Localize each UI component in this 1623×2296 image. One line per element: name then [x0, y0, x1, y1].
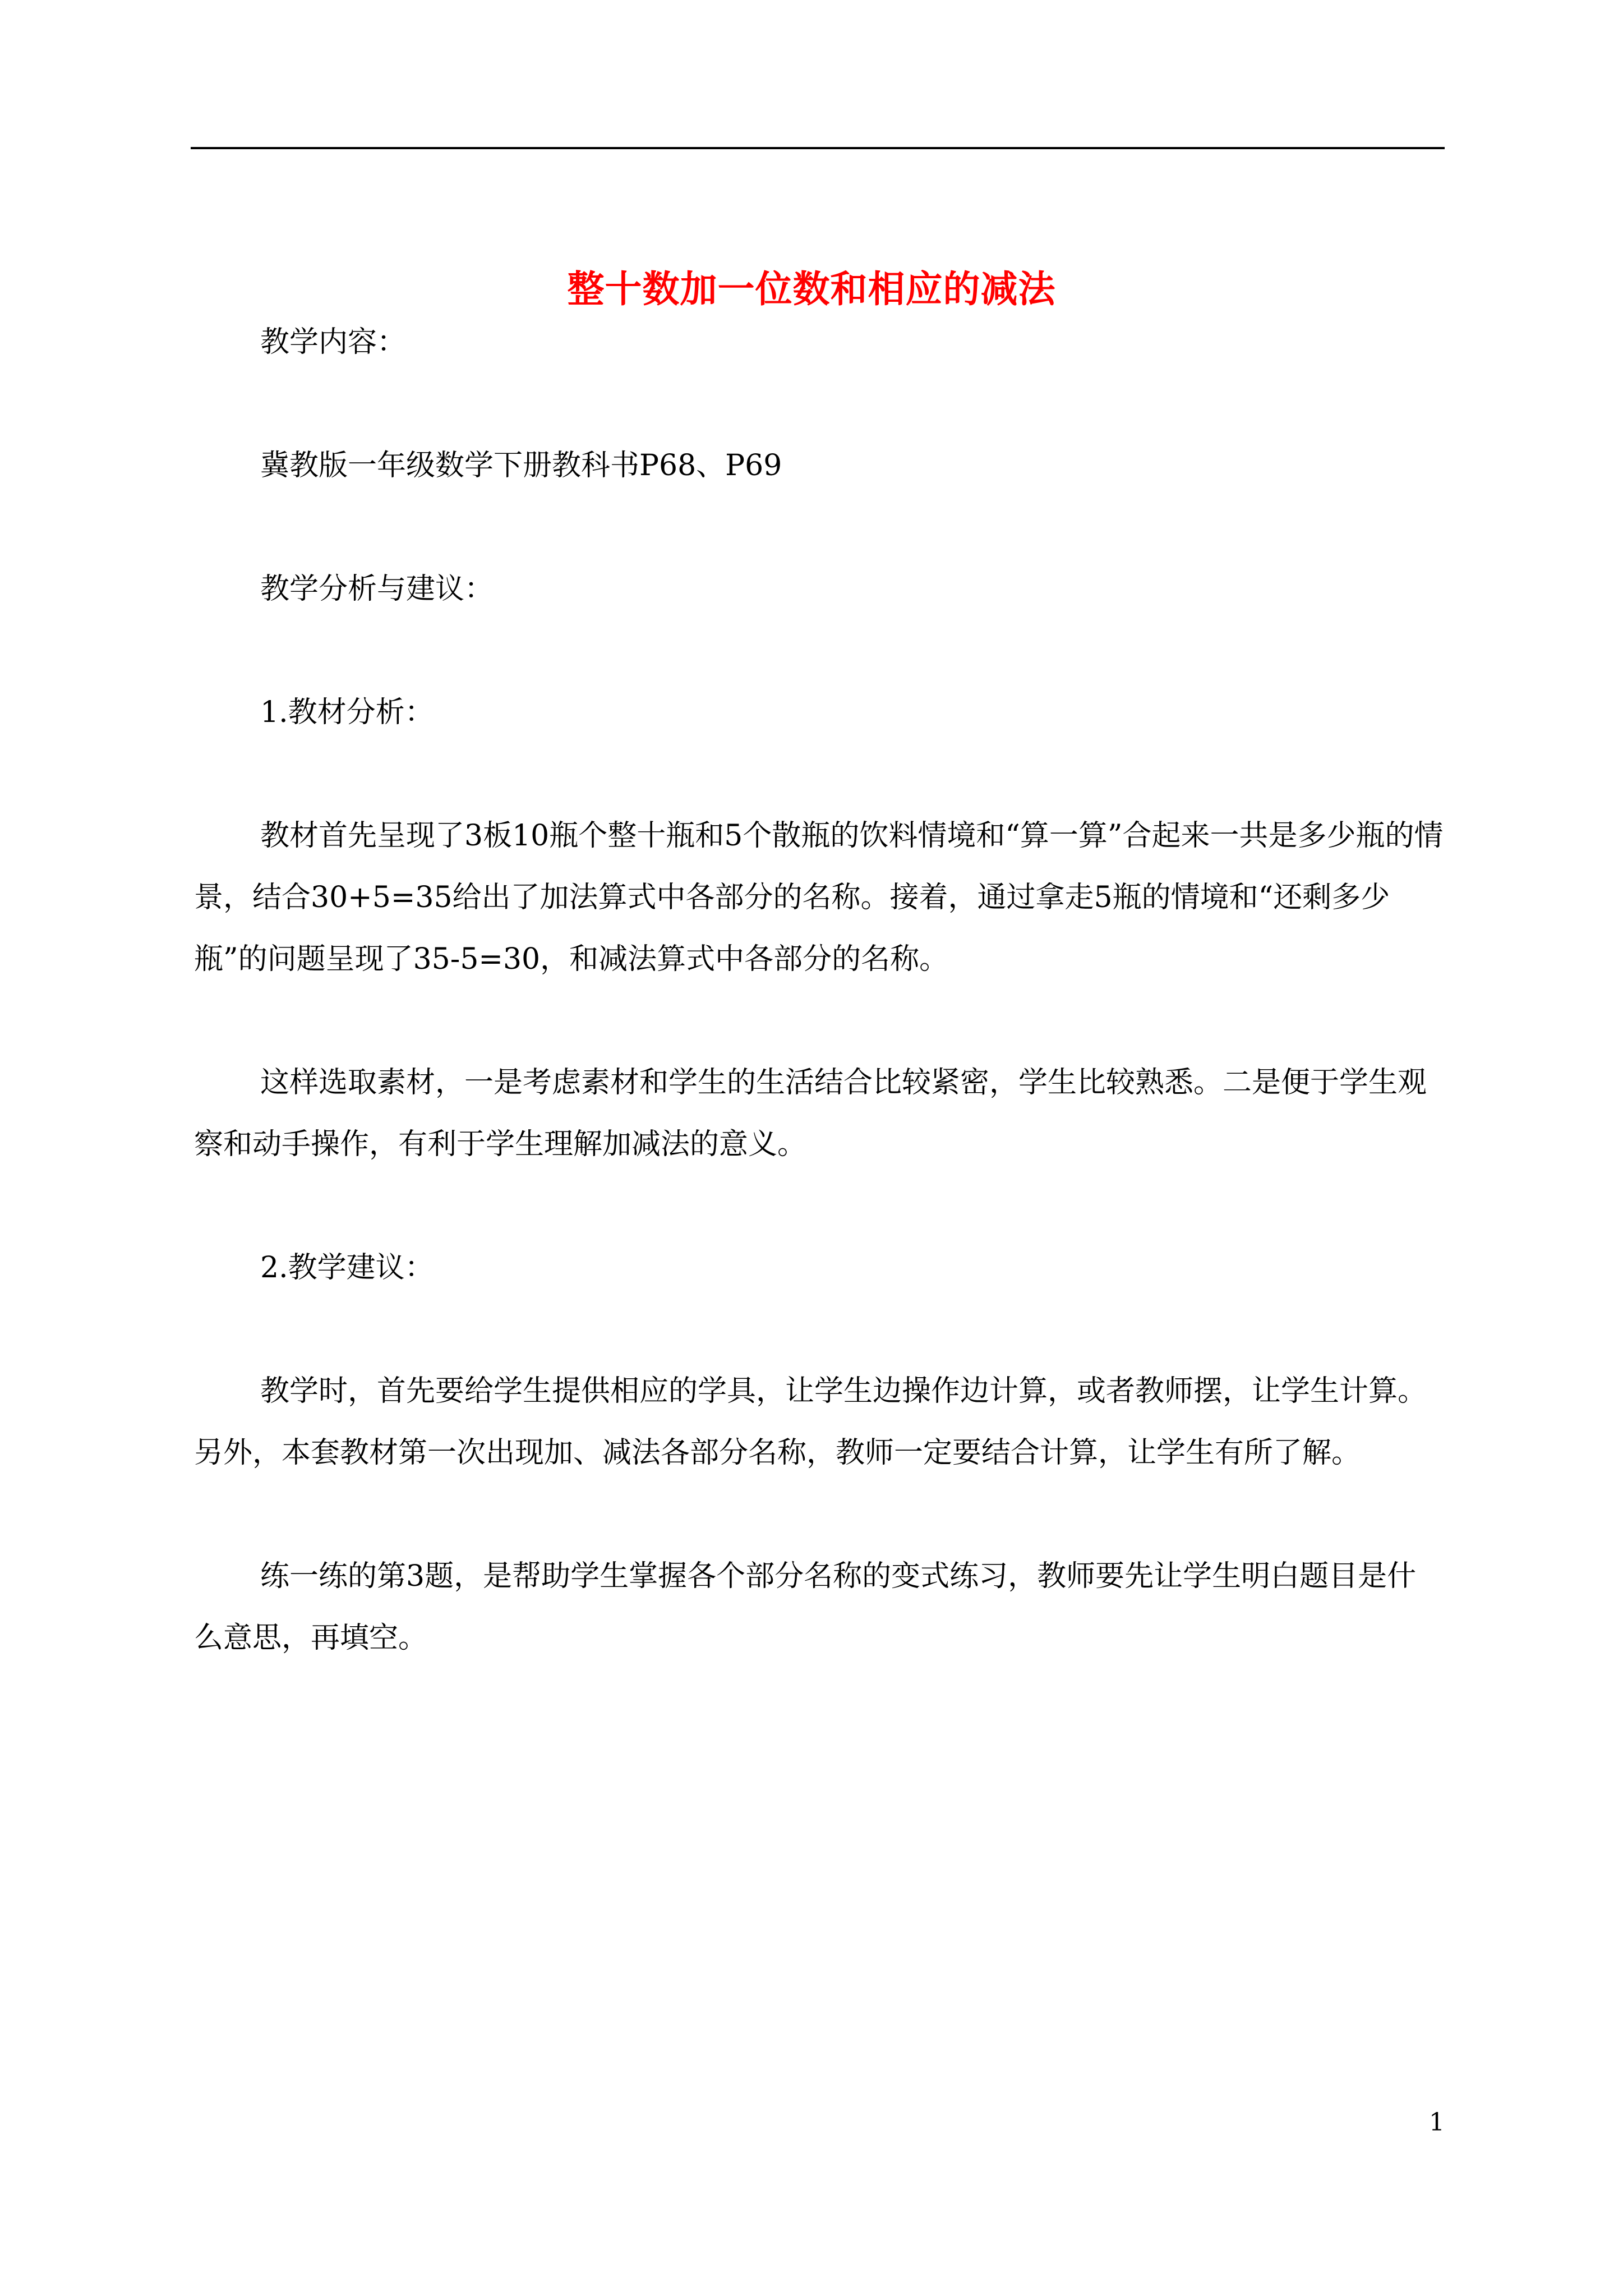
section-label-analysis: 教学分析与建议：: [260, 572, 494, 606]
paragraph-material-description: 教材首先呈现了3板10瓶个整十瓶和5个散瓶的饮料情境和“算一算”合起来一共是多少瓶的情景，结合30+5=35给出了加法算式中各部分的名称。接着，通过拿走5瓶的情境和“还剩多少瓶”的问题呈现了35-5=30，和减法算式中各部分的名称。: [194, 819, 1444, 976]
subsection-teaching-suggestions: 2.教学建议：: [260, 1251, 434, 1285]
paragraph-practice-note: 练一练的第3题，是帮助学生掌握各个部分名称的变式练习，教师要先让学生明白题目是什么意思，再填空。: [194, 1559, 1417, 1655]
document-body: [194, 311, 1445, 1731]
textbook-reference: 冀教版一年级数学下册教科书P68、P69: [260, 449, 782, 482]
subsection-material-analysis: 1.教材分析：: [260, 696, 434, 729]
section-label-teaching-content: 教学内容：: [260, 325, 407, 359]
paragraph-material-rationale: 这样选取素材，一是考虑素材和学生的生活结合比较紧密，学生比较熟悉。二是便于学生观察和动手操作，有利于学生理解加减法的意义。: [194, 1066, 1427, 1161]
paragraph-teaching-method: 教学时，首先要给学生提供相应的学具，让学生边操作边计算，或者教师摆，让学生计算。另外，本套教材第一次出现加、减法各部分名称，教师一定要结合计算，让学生有所了解。: [194, 1374, 1427, 1470]
document-title: 整十数加一位数和相应的减法: [567, 267, 1056, 311]
page-number: 1: [1429, 2108, 1445, 2137]
header-rule: [191, 147, 1445, 149]
